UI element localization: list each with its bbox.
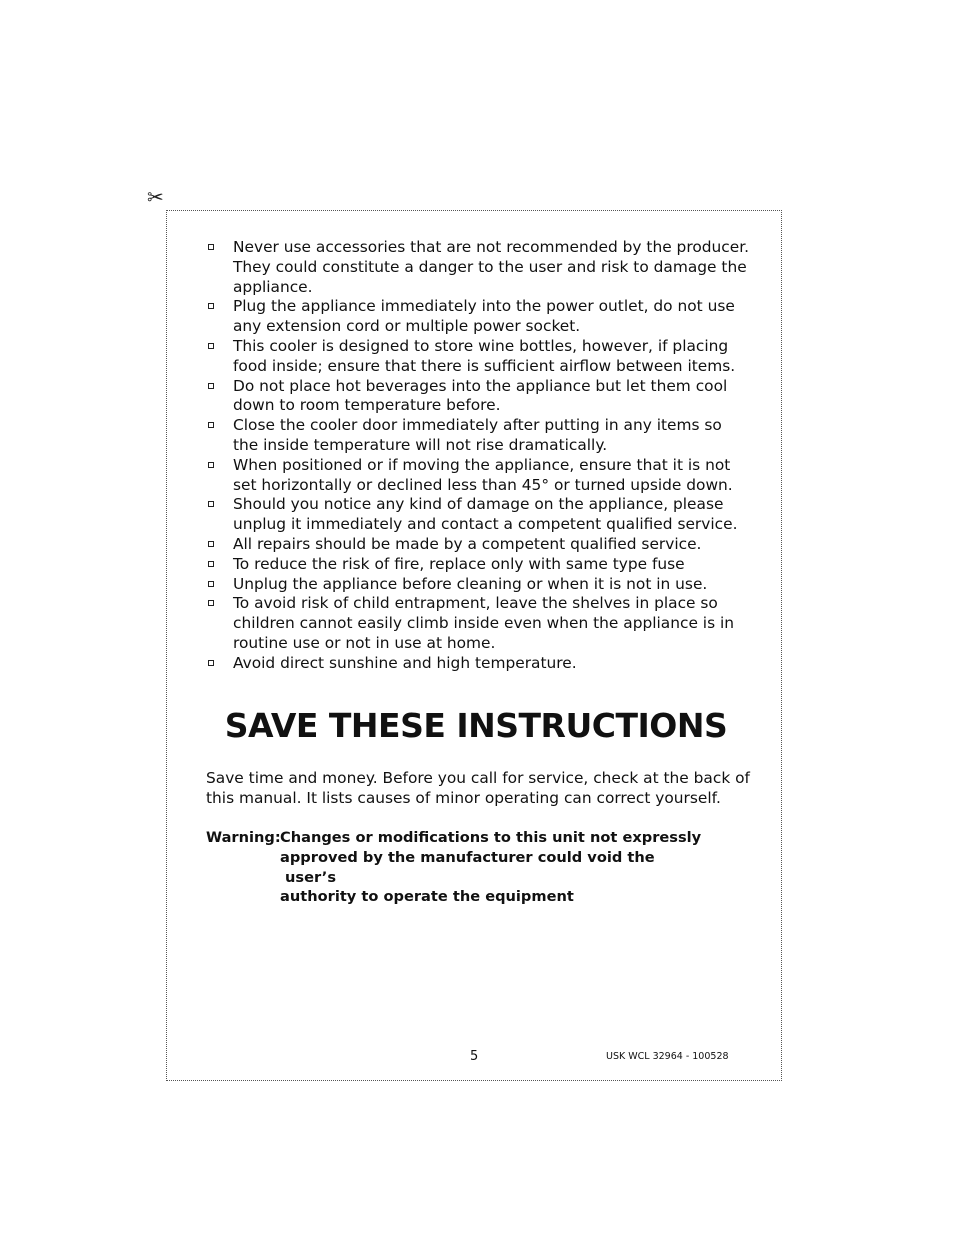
warning-text: Changes or modifications to this unit not expressly approved by the manufacturer could void the user’s authority to operate the equipment	[280, 829, 702, 906]
list-item: Unplug the appliance before cleaning or when it is not in use.	[206, 575, 751, 595]
checkbox-bullet-icon	[208, 501, 214, 507]
list-item: Plug the appliance immediately into the power outlet, do not use any extension cord or multiple power socket.	[206, 297, 751, 337]
checkbox-bullet-icon	[208, 462, 214, 468]
list-item: This cooler is designed to store wine bottles, however, if placing food inside; ensure that there is sufficient airflow between items.	[206, 337, 751, 377]
checkbox-bullet-icon	[208, 541, 214, 547]
list-item: Avoid direct sunshine and high temperature.	[206, 654, 751, 674]
list-item: Close the cooler door immediately after putting in any items so the inside temperature will not rise dramatically.	[206, 416, 751, 456]
list-item: Do not place hot beverages into the appliance but let them cool down to room temperature before.	[206, 377, 751, 417]
checkbox-bullet-icon	[208, 383, 214, 389]
service-intro-paragraph: Save time and money. Before you call for service, check at the back of this manual. It lists causes of minor operating can correct yourself.	[206, 769, 750, 807]
checkbox-bullet-icon	[208, 600, 214, 606]
list-item: Should you notice any kind of damage on the appliance, please unplug it immediately and contact a competent qualified service.	[206, 495, 751, 535]
checkbox-bullet-icon	[208, 561, 214, 567]
page-content	[206, 238, 751, 906]
document-code: USK WCL 32964 - 100528	[606, 1051, 729, 1062]
checkbox-bullet-icon	[208, 422, 214, 428]
page-number: 5	[470, 1049, 479, 1064]
list-item: When positioned or if moving the appliance, ensure that it is not set horizontally or declined less than 45° or turned upside down.	[206, 456, 751, 496]
list-item: All repairs should be made by a competent qualified service.	[206, 535, 751, 555]
safety-warnings-list	[206, 238, 751, 674]
checkbox-bullet-icon	[208, 581, 214, 587]
fcc-warning	[206, 828, 751, 907]
list-item: To avoid risk of child entrapment, leave the shelves in place so children cannot easily climb inside even when the appliance is in routine use or not in use at home.	[206, 594, 751, 653]
checkbox-bullet-icon	[208, 244, 214, 250]
save-instructions-heading: SAVE THESE INSTRUCTIONS	[224, 706, 728, 745]
checkbox-bullet-icon	[208, 343, 214, 349]
checkbox-bullet-icon	[208, 303, 214, 309]
list-item: Never use accessories that are not recommended by the producer. They could constitute a danger to the user and risk to damage the appliance.	[206, 238, 751, 297]
warning-label: Warning:	[206, 829, 281, 846]
checkbox-bullet-icon	[208, 660, 214, 666]
list-item: To reduce the risk of fire, replace only with same type fuse	[206, 555, 751, 575]
scissors-icon: ✂	[147, 185, 164, 209]
